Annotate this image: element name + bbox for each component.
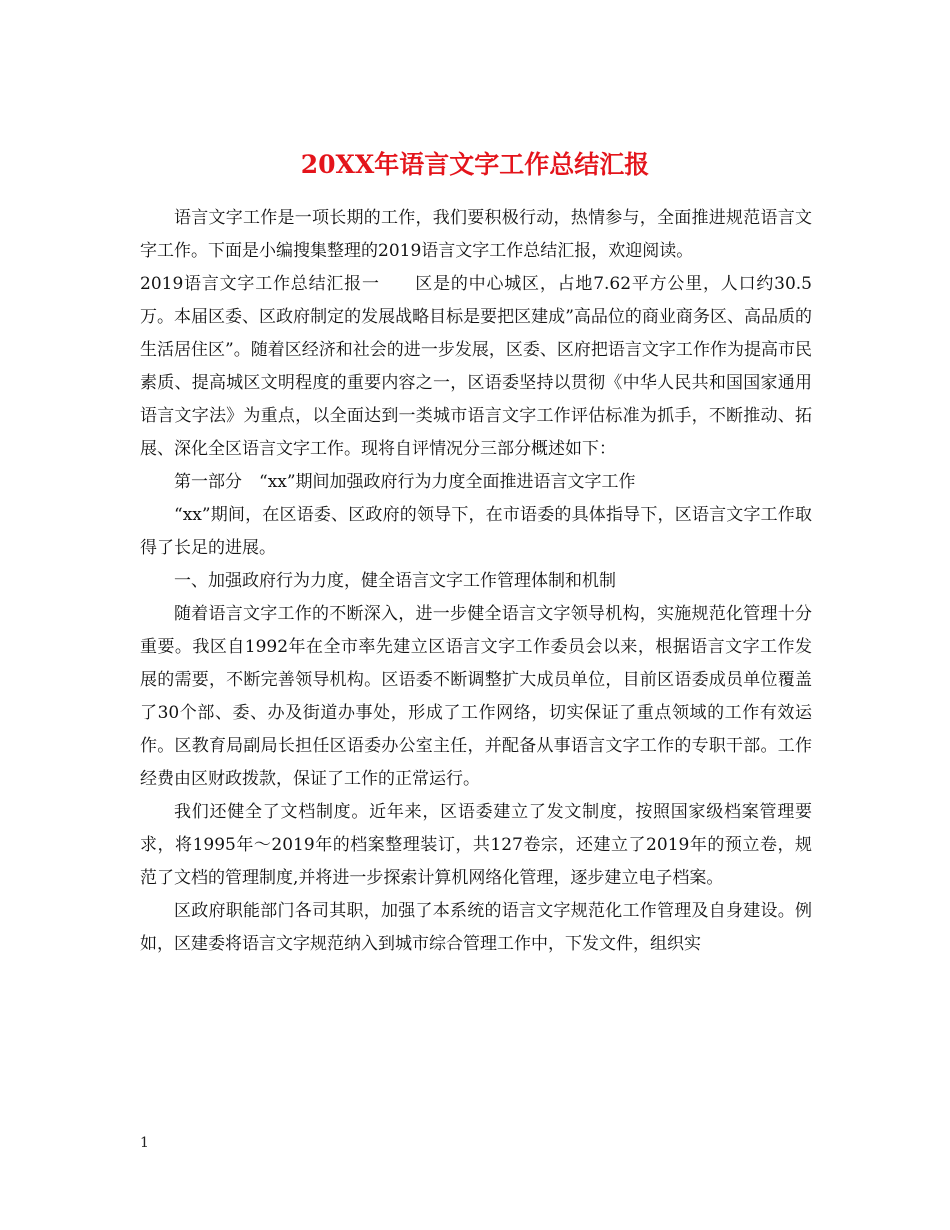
paragraph-archives: 我们还健全了文档制度。近年来，区语委建立了发文制度，按照国家级档案管理要求，将1995年～2019年的档案整理装订，共127卷宗，还建立了2019年的预立卷，规范了文档的管理制度,并将进一步探索计算机网络化管理，逐步建立电子档案。	[140, 802, 812, 888]
document-title: 20XX年语言文字工作总结汇报	[300, 149, 650, 179]
document-body	[140, 202, 812, 961]
paragraph-departments: 区政府职能部门各司其职，加强了本系统的语言文字规范化工作管理及自身建设。例如，区建委将语言文字规范纳入到城市综合管理工作中，下发文件，组织实	[140, 901, 812, 954]
subsection-heading-one: 一、加强政府行为力度，健全语言文字工作管理体制和机制	[174, 571, 616, 591]
section-heading-part-one: 第一部分 “xx”期间加强政府行为力度全面推进语言文字工作	[174, 472, 636, 492]
paragraph-overview: 2019语言文字工作总结汇报一 区是的中心城区，占地7.62平方公里，人口约30.5万。本届区委、区政府制定的发展战略目标是要把区建成”高品位的商业商务区、高品质的生活居住区”。随着区经济和社会的进一步发展，区委、区府把语言文字工作作为提高市民素质、提高城区文明程度的重要内容之一，区语委坚持以贯彻《中华人民共和国国家通用语言文字法》为重点，以全面达到一类城市语言文字工作评估标准为抓手，不断推动、拓展、深化全区语言文字工作。现将自评情况分三部分概述如下：	[140, 274, 812, 459]
page-number: 1	[140, 1135, 149, 1151]
paragraph-intro: 语言文字工作是一项长期的工作，我们要积极行动，热情参与，全面推进规范语言文字工作。下面是小编搜集整理的2019语言文字工作总结汇报，欢迎阅读。	[140, 208, 812, 261]
paragraph-part-one-intro: “xx”期间，在区语委、区政府的领导下，在市语委的具体指导下，区语言文字工作取得了长足的进展。	[140, 505, 812, 558]
paragraph-leadership: 随着语言文字工作的不断深入，进一步健全语言文字领导机构，实施规范化管理十分重要。我区自1992年在全市率先建立区语言文字工作委员会以来，根据语言文字工作发展的需要，不断完善领导机构。区语委不断调整扩大成员单位，目前区语委成员单位覆盖了30个部、委、办及街道办事处，形成了工作网络，切实保证了重点领域的工作有效运作。区教育局副局长担任区语委办公室主任，并配备从事语言文字工作的专职干部。工作经费由区财政拨款，保证了工作的正常运行。	[140, 604, 812, 789]
